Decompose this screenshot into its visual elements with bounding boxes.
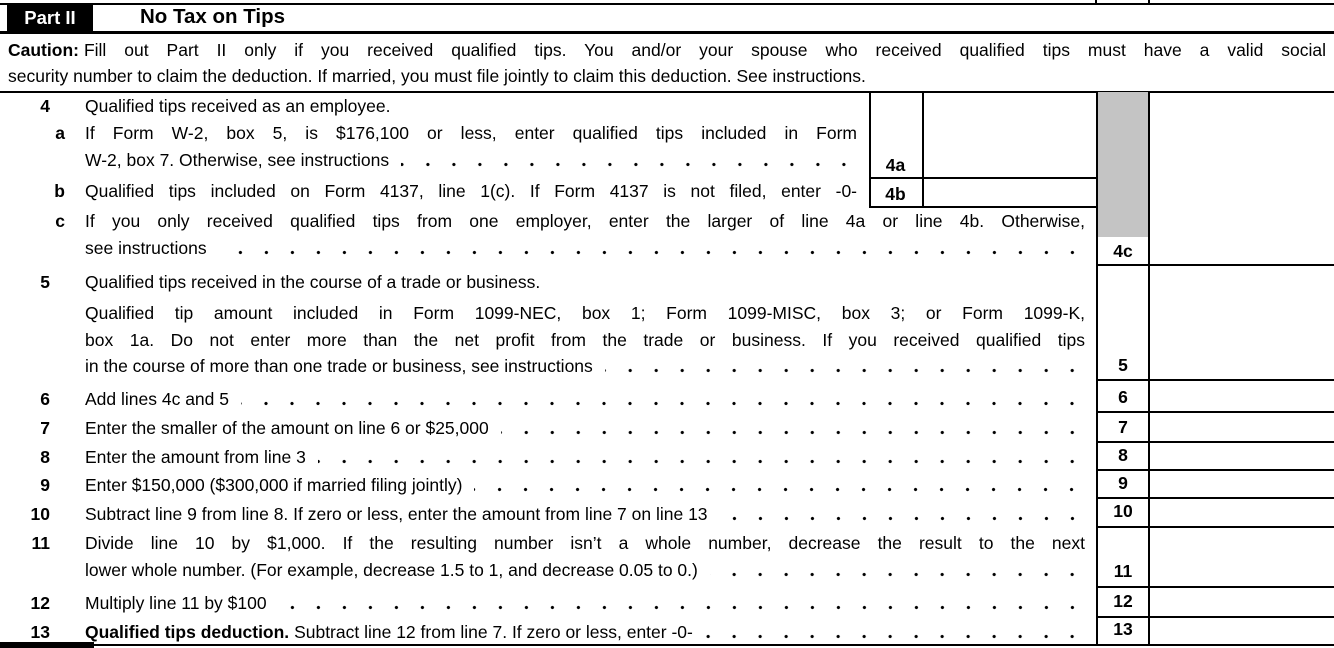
line-13-bold-text: Qualified tips deduction. — [85, 622, 290, 642]
line-10-number: 10 — [30, 504, 50, 524]
shaded-cell — [1097, 92, 1149, 237]
line-7-number: 7 — [40, 418, 50, 438]
caution-note-line1 — [8, 40, 1326, 60]
line-11-text-line2 — [85, 560, 1085, 580]
line-9-amount-field[interactable] — [1151, 471, 1334, 496]
line-5-intro-text: Qualified tips received in the course of a trade or business. — [85, 272, 541, 292]
line-12-box-label: 12 — [1113, 591, 1133, 611]
line-6-box-label: 6 — [1118, 387, 1128, 407]
line-5-para-line3 — [85, 356, 1085, 376]
dot-leader — [474, 475, 1085, 495]
line-6-amount-field[interactable] — [1151, 381, 1334, 410]
line-4-number: 4 — [40, 96, 50, 116]
line-6-row — [85, 389, 1085, 409]
line-8-row — [85, 447, 1085, 467]
line-4b-number: b — [54, 181, 65, 201]
line-4c-text-line2 — [85, 238, 1085, 258]
line-11-box-label: 11 — [1113, 561, 1133, 581]
dot-leader — [720, 504, 1085, 524]
line-4-text: Qualified tips received as an employee. — [85, 96, 391, 116]
caution-note-line2: security number to claim the deduction. If married, you must file jointly to claim this deduction. See instructions. — [8, 66, 866, 86]
line-5-amount-field[interactable] — [1151, 266, 1334, 378]
line-11-number: 11 — [31, 533, 50, 553]
line-8-box-label: 8 — [1118, 445, 1128, 465]
dot-leader — [501, 418, 1085, 438]
line-13-normal-text: Subtract line 12 from line 7. If zero or less, enter -0- — [294, 622, 693, 642]
line-4b-amount-field[interactable] — [924, 179, 1096, 206]
line-12-number: 12 — [30, 593, 50, 613]
part-title: No Tax on Tips — [140, 5, 286, 28]
line-11-text: lower whole number. (For example, decrease 1.5 to 1, and decrease 0.05 to 0.) — [85, 560, 698, 580]
line-4c-text-line1: If you only received qualified tips from one employer, enter the larger of line 4a or line 4b. Otherwise, — [85, 211, 1085, 231]
dot-leader — [605, 356, 1085, 376]
dot-leader — [241, 389, 1085, 409]
line-11-text-line1: Divide line 10 by $1,000. If the resulting number isn’t a whole number, decrease the result to the next — [85, 533, 1085, 553]
line-9-row — [85, 475, 1085, 495]
line-5-para-line1: Qualified tip amount included in Form 1099-NEC, box 1; Form 1099-MISC, box 3; or Form 1099-K, — [85, 303, 1085, 323]
part-header-rule — [0, 31, 1334, 34]
line-10-row — [85, 504, 1085, 524]
line-13-amount-field[interactable] — [1151, 618, 1334, 643]
line-10-amount-field[interactable] — [1151, 499, 1334, 525]
line-4a-text-line2 — [85, 150, 857, 170]
line-5-box-label: 5 — [1118, 355, 1128, 375]
next-part-header-stub — [0, 642, 94, 648]
line-5-para-text: in the course of more than one trade or business, see instructions — [85, 356, 593, 376]
line-11-amount-field[interactable] — [1151, 528, 1334, 585]
line-13-row — [85, 622, 1085, 642]
line-10-box-label: 10 — [1113, 501, 1133, 521]
dot-leader — [279, 593, 1085, 613]
line-9-number: 9 — [40, 475, 50, 495]
dot-leader — [401, 150, 857, 170]
line-9-box-label: 9 — [1118, 473, 1128, 493]
part-ii-badge: Part II — [7, 5, 93, 31]
line-5-number: 5 — [40, 272, 50, 292]
dot-leader — [710, 560, 1085, 580]
caution-label: Caution: — [8, 40, 79, 60]
line-4c-box-label: 4c — [1113, 241, 1133, 261]
line-5-para-line2: box 1a. Do not enter more than the net profit from the trade or business. If you received qualified tips — [85, 330, 1085, 350]
line-8-amount-field[interactable] — [1151, 443, 1334, 468]
line-4b-box-label: 4b — [885, 184, 906, 204]
line-4b-text: Qualified tips included on Form 4137, line 1(c). If Form 4137 is not filed, enter -0- — [85, 181, 857, 201]
table-bottom-rule — [0, 644, 1334, 646]
line-4a-amount-field[interactable] — [924, 93, 1096, 177]
line-8-text: Enter the amount from line 3 — [85, 447, 306, 467]
line-12-row — [85, 593, 1085, 613]
line-13-number: 13 — [30, 622, 50, 642]
line-4b-bottom-rule — [869, 206, 1098, 208]
line-4c-number: c — [55, 211, 65, 231]
line-13-text — [85, 622, 693, 642]
line-7-box-label: 7 — [1118, 417, 1128, 437]
dot-leader — [318, 447, 1085, 467]
line-13-box-label: 13 — [1113, 619, 1133, 639]
line-7-amount-field[interactable] — [1151, 413, 1334, 440]
caution-text-line1: Fill out Part II only if you received qualified tips. You and/or your spouse who received qualified tips must have a valid social — [83, 40, 1326, 60]
line-6-number: 6 — [40, 389, 50, 409]
line-9-text: Enter $150,000 ($300,000 if married filing jointly) — [85, 475, 463, 495]
line-4a-text-line1: If Form W-2, box 5, is $176,100 or less, enter qualified tips included in Form — [85, 123, 857, 143]
line-4a-box-label: 4a — [885, 155, 906, 175]
line-4a-number: a — [55, 123, 65, 143]
line-12-text: Multiply line 11 by $100 — [85, 593, 267, 613]
line-7-row — [85, 418, 1085, 438]
dot-leader — [219, 238, 1085, 258]
line-4a-text: W-2, box 7. Otherwise, see instructions — [85, 150, 390, 170]
line-12-amount-field[interactable] — [1151, 588, 1334, 615]
line-4c-amount-field[interactable] — [1151, 237, 1334, 263]
line-8-number: 8 — [40, 447, 50, 467]
line-4c-text: see instructions — [85, 238, 207, 258]
line-6-text: Add lines 4c and 5 — [85, 389, 229, 409]
dot-leader — [705, 622, 1085, 642]
line-10-text: Subtract line 9 from line 8. If zero or less, enter the amount from line 7 on line 13 — [85, 504, 708, 524]
line-7-text: Enter the smaller of the amount on line 6 or $25,000 — [85, 418, 489, 438]
